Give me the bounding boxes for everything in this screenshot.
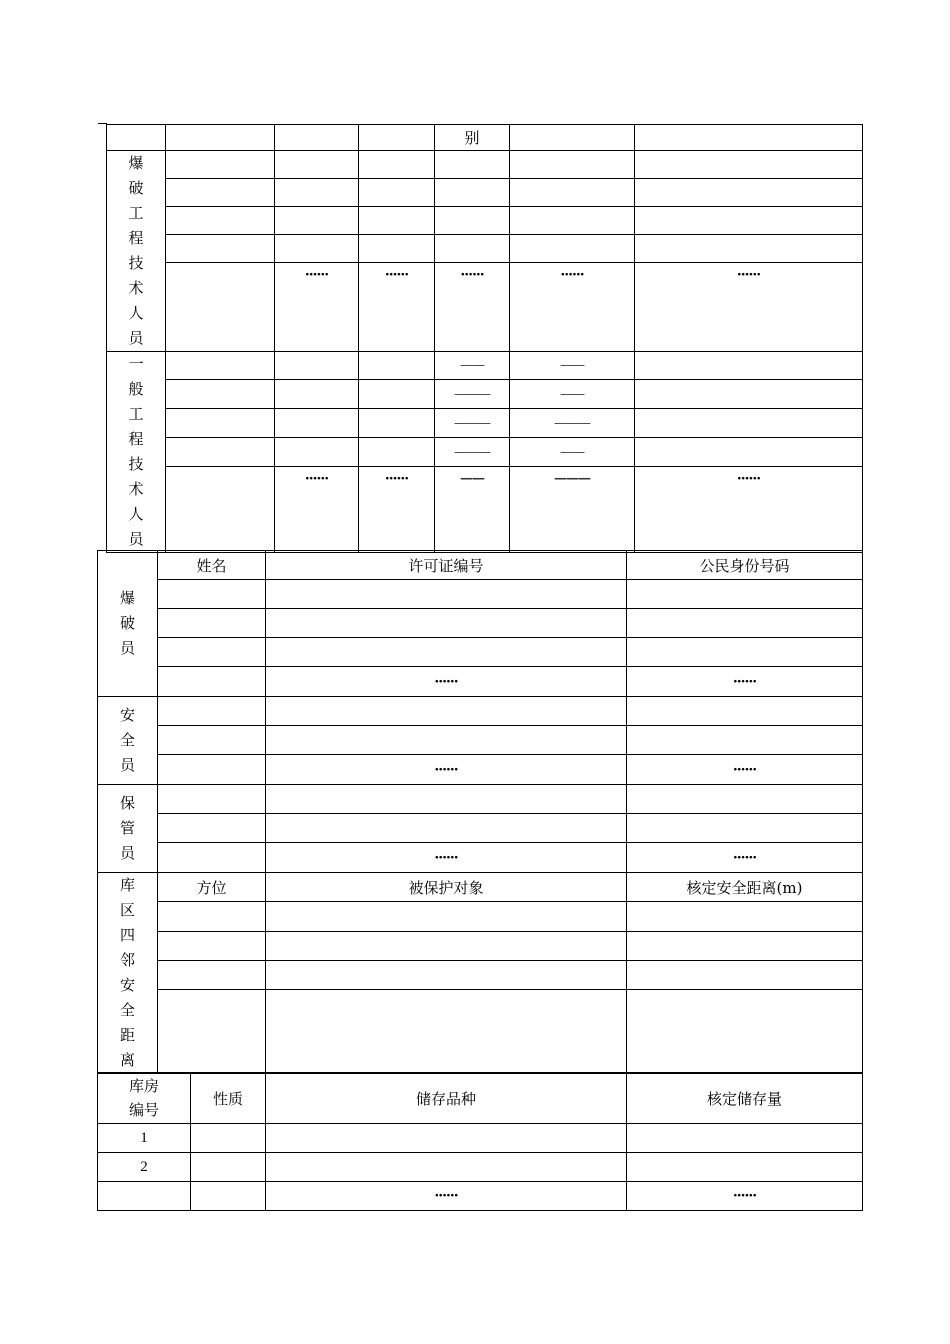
header-cell xyxy=(166,125,275,151)
ellipsis-cell: ······ xyxy=(266,843,627,873)
table-row xyxy=(98,580,863,609)
header-row xyxy=(98,551,863,580)
table-row xyxy=(98,902,863,931)
column-header-direction: 方位 xyxy=(158,873,266,902)
ellipsis-cell: ······ xyxy=(359,263,435,352)
column-header-warehouse-number: 库房 编号 xyxy=(98,1073,191,1124)
header-cell xyxy=(510,125,635,151)
table-row xyxy=(107,207,863,235)
group-label-blasters: 爆 破 员 xyxy=(98,551,158,697)
ellipsis-cell: ······ xyxy=(435,263,510,352)
storage-table xyxy=(97,1072,863,1211)
table-row xyxy=(98,960,863,989)
table-row: ——— —— xyxy=(107,380,863,409)
table-row: 1 xyxy=(98,1124,863,1153)
table-row xyxy=(107,151,863,179)
table-row xyxy=(98,755,863,785)
ellipsis-cell: ······ xyxy=(627,1182,863,1211)
column-header-safety-distance: 核定安全距离(m) xyxy=(627,873,863,902)
header-cell xyxy=(635,125,863,151)
table-row xyxy=(107,179,863,207)
table-row: ——— ——— xyxy=(107,409,863,438)
table-row xyxy=(98,1182,863,1211)
table-row xyxy=(98,609,863,638)
table-row xyxy=(98,814,863,843)
table-row xyxy=(98,843,863,873)
table-row xyxy=(107,235,863,263)
ellipsis-cell: ······ xyxy=(627,755,863,785)
table-row: ······ ······ —— ——— ······ xyxy=(107,467,863,553)
column-header-permit-number: 许可证编号 xyxy=(266,551,627,580)
table-row xyxy=(98,785,863,814)
ellipsis-cell: ······ xyxy=(275,263,359,352)
ellipsis-cell: ······ xyxy=(266,1182,627,1211)
table-row xyxy=(98,990,863,1074)
table-row xyxy=(98,638,863,667)
table-row: 2 xyxy=(98,1153,863,1182)
ellipsis-cell: ······ xyxy=(510,263,635,352)
header-cell xyxy=(107,125,166,151)
table-row xyxy=(98,667,863,697)
ellipsis-cell: ······ xyxy=(275,467,359,553)
header-cell xyxy=(275,125,359,151)
table-row: ——— —— xyxy=(107,438,863,467)
group-label-safety-distance: 库 区 四 邻 安 全 距 离 xyxy=(98,873,158,1074)
ellipsis-cell: ······ xyxy=(359,467,435,553)
ellipsis-cell: ······ xyxy=(627,667,863,697)
technical-personnel-table xyxy=(106,124,863,553)
ellipsis-cell: ······ xyxy=(635,263,863,352)
group-label-general-engineers: 一 般 工 程 技 术 人 员 xyxy=(107,352,166,553)
column-header-storage-capacity: 核定储存量 xyxy=(627,1073,863,1124)
column-header-nature: 性质 xyxy=(191,1073,266,1124)
personnel-table xyxy=(97,550,863,1074)
table-row: 一 般 工 程 技 术 人 员 —— —— xyxy=(107,352,863,380)
header-cell xyxy=(359,125,435,151)
ellipsis-cell: ······ xyxy=(635,467,863,553)
column-header-protected-object: 被保护对象 xyxy=(266,873,627,902)
column-header-name: 姓名 xyxy=(158,551,266,580)
table-row xyxy=(98,931,863,960)
group-label-blasting-engineers: 爆 破 工 程 技 术 人 员 xyxy=(107,151,166,352)
header-cell-gender: 别 xyxy=(435,125,510,151)
column-header-id-number: 公民身份号码 xyxy=(627,551,863,580)
header-row xyxy=(107,125,863,151)
ellipsis-cell: ······ xyxy=(266,755,627,785)
table-row xyxy=(98,697,863,726)
ellipsis-cell: ······ xyxy=(266,667,627,697)
header-row xyxy=(98,873,863,902)
ellipsis-cell: ······ xyxy=(627,843,863,873)
header-row xyxy=(98,1073,863,1124)
table-row xyxy=(98,726,863,755)
table-row xyxy=(107,263,863,352)
column-header-stored-variety: 储存品种 xyxy=(266,1073,627,1124)
group-label-safety-officers: 安 全 员 xyxy=(98,697,158,785)
group-label-custodians: 保 管 员 xyxy=(98,785,158,873)
